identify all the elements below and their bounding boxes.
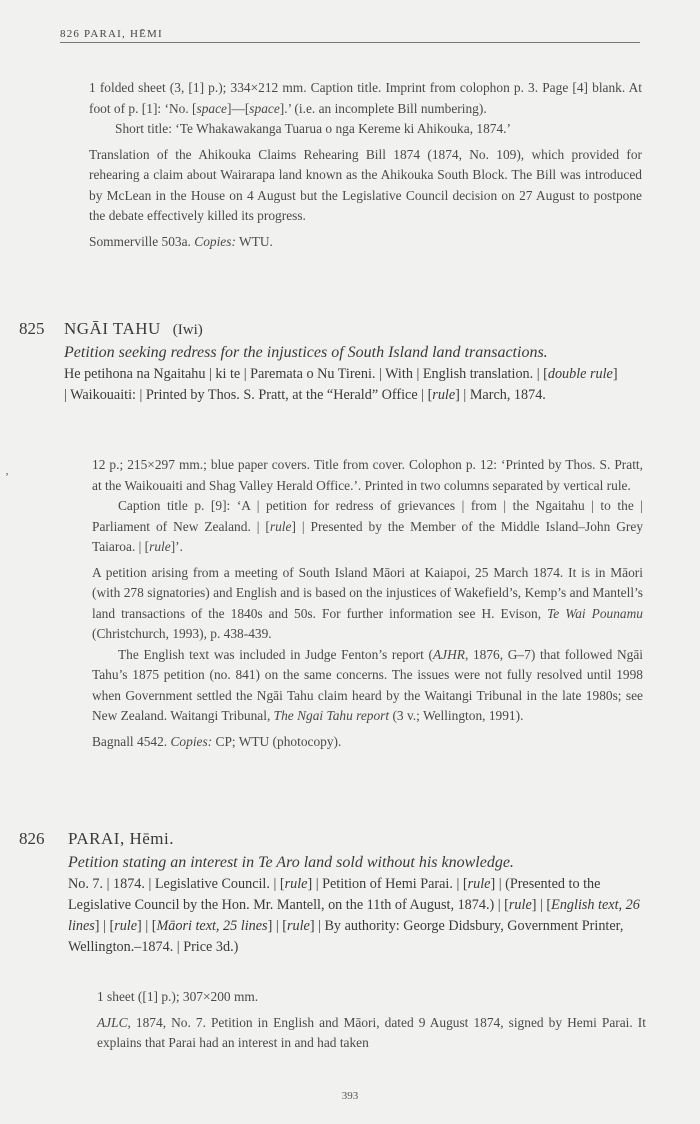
entry-824-continuation [89, 78, 642, 252]
page-number: 393 [341, 1090, 359, 1102]
entry-heading-825: NGĀI TAHU (Iwi) [64, 319, 203, 338]
note1-825: A petition arising from a meeting of South Island Māori at Kaiapoi, 25 March 1874. It is in Māori (with 278 signatories) and English and is based on the injustices of Wakefield’s, Kemp’s and Mantell’s land transactions of the 1840s and 50s. For further information see H. Evison, Te Wai Pounamu (Christchurch, 1993), p. 438-439. [92, 564, 643, 641]
refs-825: Bagnall 4542. Copies: CP; WTU (photocopy). [92, 733, 342, 749]
note-826: AJLC, 1874, No. 7. Petition in English and Māori, dated 9 August 1874, signed by Hemi Parai. It explains that Parai had an interest in and had taken [97, 1014, 646, 1050]
refs-824: Sommerville 503a. Copies: WTU. [89, 233, 273, 249]
entry-heading-826: PARAI, Hēmi. [68, 829, 174, 848]
collation-824: 1 folded sheet (3, [1] p.); 334×212 mm. Caption title. Imprint from colophon p. 3. Page [4] blank. At foot of p. [1]: ‘No. [space]—[space].’ (i.e. an incomplete Bill numbering). [89, 80, 642, 116]
entry-825-details [92, 455, 643, 752]
entry-826-description [68, 852, 643, 958]
note2-825: The English text was included in Judge Fenton’s report (AJHR, 1876, G–7) that followed Ngāi Tahu’s 1875 petition (no. 841) on the same concerns. The issues were not fully resolved until 1998 when Government settled the Ngāi Tahu claim heard by the Waitangi Tribunal in the late 1980s; see New Zealand. Waitangi Tribunal, The Ngai Tahu report (3 v.; Wellington, 1991). [92, 646, 643, 723]
margin-mark: ‚ [5, 463, 9, 477]
subtitle-825: Petition seeking redress for the injustices of South Island land transactions. [64, 344, 548, 361]
subtitle-826: Petition stating an interest in Te Aro land sold without his knowledge. [68, 854, 514, 871]
collation-826: 1 sheet ([1] p.); 307×200 mm. [97, 989, 259, 1004]
transcription-826: No. 7. | 1874. | Legislative Council. | [rule] | Petition of Hemi Parai. | [rule] | (Presented to the Legislative Council by the Hon. Mr. Mantell, on the 11th of August, 1874.) | [rule] | [English text, 26 lines] | [rule] | [Māori text, 25 lines] | [rule] | By authority: George Didsbury, Government Printer, Wellington.–1874. | Price 3d.) [68, 876, 640, 955]
short-title-824: Short title: ‘Te Whakawakanga Tuarua o nga Kereme ki Ahikouka, 1874.’ [115, 121, 511, 136]
note-824: Translation of the Ahikouka Claims Rehearing Bill 1874 (1874, No. 109), which provided for rehearing a claim about Wairarapa land known as the Ahikouka South Block. The Bill was introduced by McLean in the House on 4 August but the Legislative Council decision on 27 August to postpone the debate effectively killed its progress. [89, 146, 642, 223]
running-head: 826 PARAI, HĒMI [60, 28, 640, 43]
entry-number-826: 826 [19, 829, 45, 848]
caption-825: Caption title p. [9]: ‘A | petition for redress of grievances | from | the Ngaitahu | to the | Parliament of New Zealand. | [rule] | Presented by the Member of the Middle Island–John Grey Taiaroa. | [rule]’. [92, 498, 644, 554]
transcription-825: He petihona na Ngaitahu | ki te | Paremata o Nu Tireni. | With | English translation. | [double rule] | Waikouaiti: | Printed by Thos. S. Pratt, at the “Herald” Office | [rule] | March, 1874. [64, 366, 618, 403]
collation-825: 12 p.; 215×297 mm.; blue paper covers. Title from cover. Colophon p. 12: ‘Printed by Thos. S. Pratt, at the Waikouaiti and Shag Valley Herald Office.’. Printed in two columns separated by vertical rule. [92, 457, 643, 493]
entry-number-825: 825 [19, 319, 45, 338]
entry-826-details [97, 987, 646, 1054]
entry-825-description [64, 342, 619, 406]
